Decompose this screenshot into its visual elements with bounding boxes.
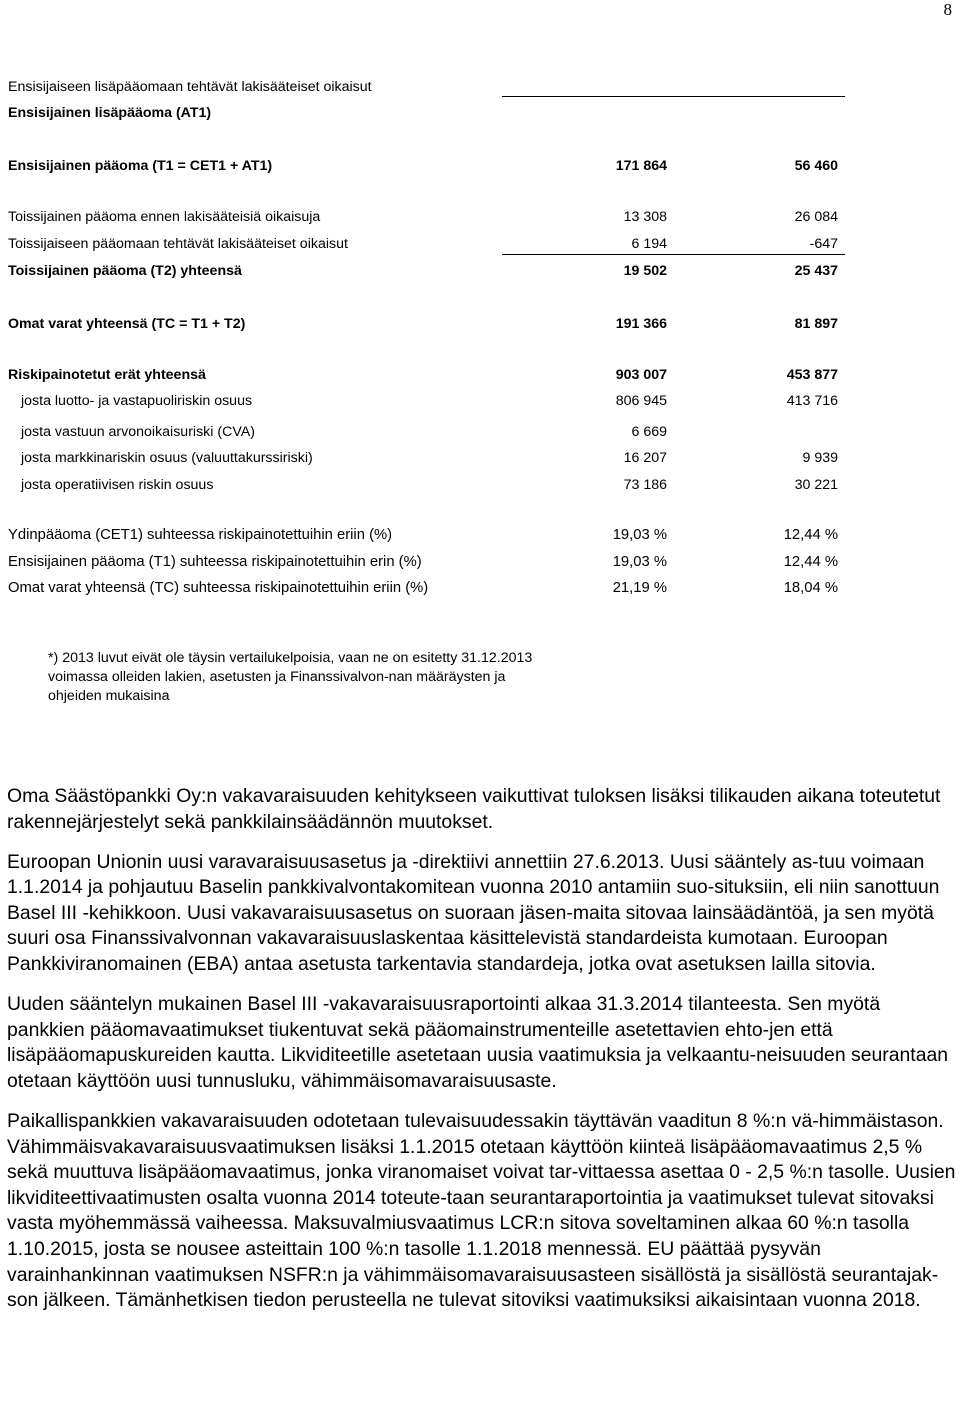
value-prior: 81 897	[794, 316, 838, 332]
value-prior: 25 437	[794, 263, 838, 279]
row-label: josta vastuun arvonoikaisuriski (CVA)	[21, 424, 255, 440]
table-row	[8, 207, 848, 227]
rule	[502, 96, 845, 97]
rule	[502, 254, 845, 255]
row-label: Omat varat yhteensä (TC = T1 + T2)	[8, 316, 246, 332]
value-2013: 13 308	[623, 209, 667, 225]
value-prior: 30 221	[794, 477, 838, 493]
row-label: Toissijainen pääoma (T2) yhteensä	[8, 263, 242, 279]
row-label: Omat varat yhteensä (TC) suhteessa riskipainotettuihin eriin (%)	[8, 580, 429, 596]
value-2013: 806 945	[615, 393, 667, 409]
value-prior: 9 939	[802, 450, 838, 466]
table-row	[8, 103, 848, 123]
row-label: Ensisijainen pääoma (T1) suhteessa riskipainotettuihin erin (%)	[8, 554, 422, 570]
paragraph: Euroopan Unionin uusi varavaraisuusasetus ja -direktiivi annettiin 27.6.2013. Uusi sääntely as-tuu voimaan 1.1.2014 ja pohjautuu Baselin pankkivalvontakomitean vuonna 2010 antamiin suo-situksiin, eli niin sanottuun Basel III -kehikkoon. Uusi vakavaraisuusasetus on suoraan jäsen-maita sitovaa lainsäädäntöä, ja sen myötä suuri osa Finanssivalvonnan vakavaraisuuslaskentaa käsittelevistä standardeista kumotaan. Euroopan Pankkiviranomainen (EBA) antaa asetusta tarkentavia standardeja, jotka ovat asetuksen lailla sitovia.	[7, 850, 940, 976]
paragraph: Oma Säästöpankki Oy:n vakavaraisuuden kehitykseen vaikuttivat tuloksen lisäksi tilikauden aikana toteutetut rakennejärjestelyt sekä pankkilainsäädännön muutokset.	[7, 785, 941, 833]
row-label: josta operatiivisen riskin osuus	[21, 477, 214, 493]
value-2013: 19,03 %	[612, 554, 667, 570]
row-label: Riskipainotetut erät yhteensä	[8, 367, 206, 383]
table-row	[8, 156, 848, 176]
table-footnote: *) 2013 luvut eivät ole täysin vertailukelpoisia, vaan ne on esitetty 31.12.2013 voimassa olleiden lakien, asetusten ja Finanssivalvon-nan määräysten ja ohjeiden mukaisina	[48, 650, 533, 704]
table-row	[8, 261, 848, 281]
body-text	[7, 784, 957, 1328]
value-prior: 453 877	[786, 367, 838, 383]
value-prior: 12,44 %	[783, 554, 838, 570]
table-row	[8, 525, 848, 545]
value-2013: 903 007	[615, 367, 667, 383]
table-row	[8, 448, 848, 468]
value-2013: 21,19 %	[612, 580, 667, 596]
row-label: josta markkinariskin osuus (valuuttakurssiriski)	[21, 450, 313, 466]
table-row	[8, 77, 848, 97]
page-number: 8	[943, 0, 952, 19]
table-row	[8, 578, 848, 598]
value-prior: 413 716	[786, 393, 838, 409]
table-row	[8, 314, 848, 334]
value-prior: -647	[809, 236, 838, 252]
value-2013: 19 502	[623, 263, 667, 279]
row-label: Toissijaiseen pääomaan tehtävät lakisääteiset oikaisut	[8, 236, 348, 252]
table-row	[8, 475, 848, 495]
row-label: Ensisijainen lisäpääoma (AT1)	[8, 105, 212, 121]
table-row	[8, 234, 848, 254]
row-label: Ensisijaiseen lisäpääomaan tehtävät lakisääteiset oikaisut	[8, 79, 372, 95]
value-prior: 18,04 %	[783, 580, 838, 596]
value-2013: 191 366	[615, 316, 667, 332]
value-2013: 73 186	[623, 477, 667, 493]
value-2013: 6 669	[631, 424, 667, 440]
table-row	[8, 552, 848, 572]
row-label: Ydinpääoma (CET1) suhteessa riskipainotettuihin eriin (%)	[8, 527, 393, 543]
value-2013: 6 194	[631, 236, 667, 252]
table-row	[8, 422, 848, 442]
value-prior: 56 460	[794, 158, 838, 174]
row-label: Toissijainen pääoma ennen lakisääteisiä oikaisuja	[8, 209, 321, 225]
paragraph: Paikallispankkien vakavaraisuuden odotetaan tulevaisuudessakin täyttävän vaaditun 8 %:n vä-himmäistason. Vähimmäisvakavaraisuusvaatimuksen lisäksi 1.1.2015 otetaan käyttöön kiinteä lisäpääomavaatimus 2,5 % sekä muuttuva lisäpääomavaatimus, jonka viranomaiset voivat tar-vittaessa asettaa 0 - 2,5 %:n tasolle. Uusien likviditeettivaatimusten osalta vuonna 2014 toteute-taan seurantaraportointia ja vaatimukset tulevat sitovaksi vasta myöhemmässä vaiheessa. Maksuvalmiusvaatimus LCR:n sitova soveltaminen alkaa 60 %:n tasolla 1.10.2015, josta se nousee asteittain 100 %:n tasolle 1.1.2018 mennessä. EU päättää pysyvän varainhankinnan vaatimuksen NSFR:n ja vähimmäisomavaraisuusasteen sisällöstä ja sisällöstä seurantajak-son jälkeen. Tämänhetkisen tiedon perusteella ne tulevat sitoviksi vaatimuksiksi aikaisintaan vuonna 2018.	[7, 1110, 956, 1312]
table-row	[8, 391, 848, 411]
paragraph: Uuden sääntelyn mukainen Basel III -vakavaraisuusraportointi alkaa 31.3.2014 tilanteesta. Sen myötä pankkien pääomavaatimukset tiukentuvat sekä pääomainstrumenteille asetettavien ehto-jen että lisäpääomapuskureiden kautta. Likviditeetille asetetaan uusia vaatimuksia ja velkaantu-neisuuden seurantaan otetaan käyttöön uusi tunnusluku, vähimmäisomavaraisuusaste.	[7, 993, 949, 1092]
value-prior: 12,44 %	[783, 527, 838, 543]
row-label: Ensisijainen pääoma (T1 = CET1 + AT1)	[8, 158, 273, 174]
value-2013: 19,03 %	[612, 527, 667, 543]
value-2013: 171 864	[615, 158, 667, 174]
value-2013: 16 207	[623, 450, 667, 466]
row-label: josta luotto- ja vastapuoliriskin osuus	[21, 393, 253, 409]
value-prior: 26 084	[794, 209, 838, 225]
table-row	[8, 365, 848, 385]
